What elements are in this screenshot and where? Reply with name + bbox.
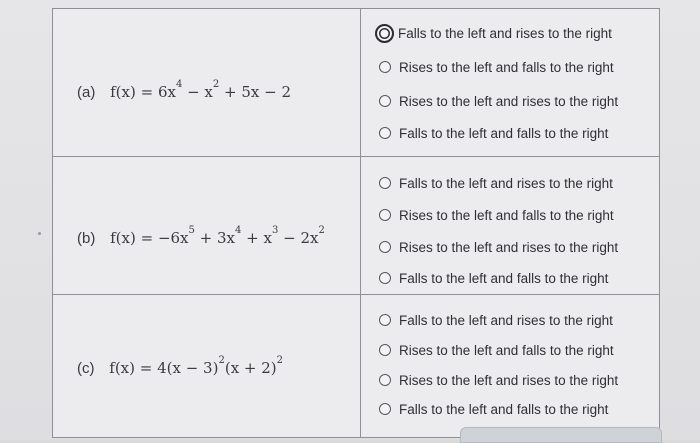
question-label-c: (c) [77,360,95,377]
partial-button[interactable] [460,427,662,443]
options-cell-c [361,295,659,438]
expr-term: + 3x [194,229,236,247]
expr-term: − x [182,83,213,101]
exponent: 4 [235,225,242,236]
option-label: Falls to the left and falls to the right [399,270,609,286]
option-b-2[interactable] [379,205,614,225]
expr-term: f(x) = 6x [110,83,176,101]
option-a-2[interactable] [379,57,614,77]
options-cell-b [361,157,659,294]
exponent: 4 [175,79,183,90]
radio-icon[interactable] [379,314,391,326]
option-a-3[interactable] [379,91,618,111]
question-row-b [53,157,659,295]
radio-icon[interactable] [379,374,391,386]
question-table [52,8,660,438]
radio-icon[interactable] [379,61,391,73]
option-label: Rises to the left and falls to the right [399,207,614,223]
radio-icon[interactable] [379,241,391,253]
radio-icon[interactable] [379,403,391,415]
option-label: Rises to the left and rises to the right [399,372,619,388]
option-label: Falls to the left and rises to the right [398,25,612,41]
function-cell-a [53,9,361,156]
option-label: Rises to the left and falls to the right [399,342,614,358]
radio-icon[interactable] [379,177,391,189]
radio-icon[interactable] [379,95,391,107]
radio-icon[interactable] [379,272,391,284]
function-cell-c [53,295,361,438]
function-expression-a [77,79,292,101]
exponent: 5 [188,225,195,236]
expr-term: + 5x − 2 [219,83,292,101]
expr-term: + x [241,229,272,247]
option-a-1[interactable] [379,23,612,43]
option-c-4[interactable] [379,399,608,419]
option-a-4[interactable] [379,123,608,143]
exponent: 2 [218,355,225,366]
option-label: Rises to the left and falls to the right [399,59,614,75]
expr-term: (x + 2) [224,359,277,377]
option-label: Rises to the left and rises to the right [399,93,619,109]
question-row-c [53,295,659,438]
radio-icon[interactable] [379,344,391,356]
stray-dot [38,232,41,235]
options-cell-a [361,9,659,156]
exponent: 2 [276,355,284,366]
radio-selected-icon[interactable] [375,24,394,43]
exponent: 2 [212,79,220,90]
option-label: Falls to the left and rises to the right [399,175,613,191]
question-label-b: (b) [77,230,96,247]
exponent: 2 [318,225,325,236]
exponent: 3 [271,225,279,236]
option-b-1[interactable] [379,173,613,193]
option-label: Falls to the left and rises to the right [399,312,613,328]
option-label: Falls to the left and falls to the right [399,401,609,417]
question-row-a [53,9,659,157]
radio-icon[interactable] [379,127,391,139]
expr-term: f(x) = 4(x − 3) [109,359,219,377]
function-cell-b [53,157,361,294]
option-c-1[interactable] [379,310,613,330]
option-b-3[interactable] [379,237,618,257]
option-label: Falls to the left and falls to the right [399,125,609,141]
option-c-2[interactable] [379,340,614,360]
option-label: Rises to the left and rises to the right [399,239,619,255]
expr-term: − 2x [278,229,319,247]
option-b-4[interactable] [379,268,608,288]
function-expression-c [77,355,284,377]
expr-term: f(x) = −6x [110,229,189,247]
function-expression-b [77,225,325,247]
option-c-3[interactable] [379,370,618,390]
radio-icon[interactable] [379,209,391,221]
question-label-a: (a) [77,84,96,101]
